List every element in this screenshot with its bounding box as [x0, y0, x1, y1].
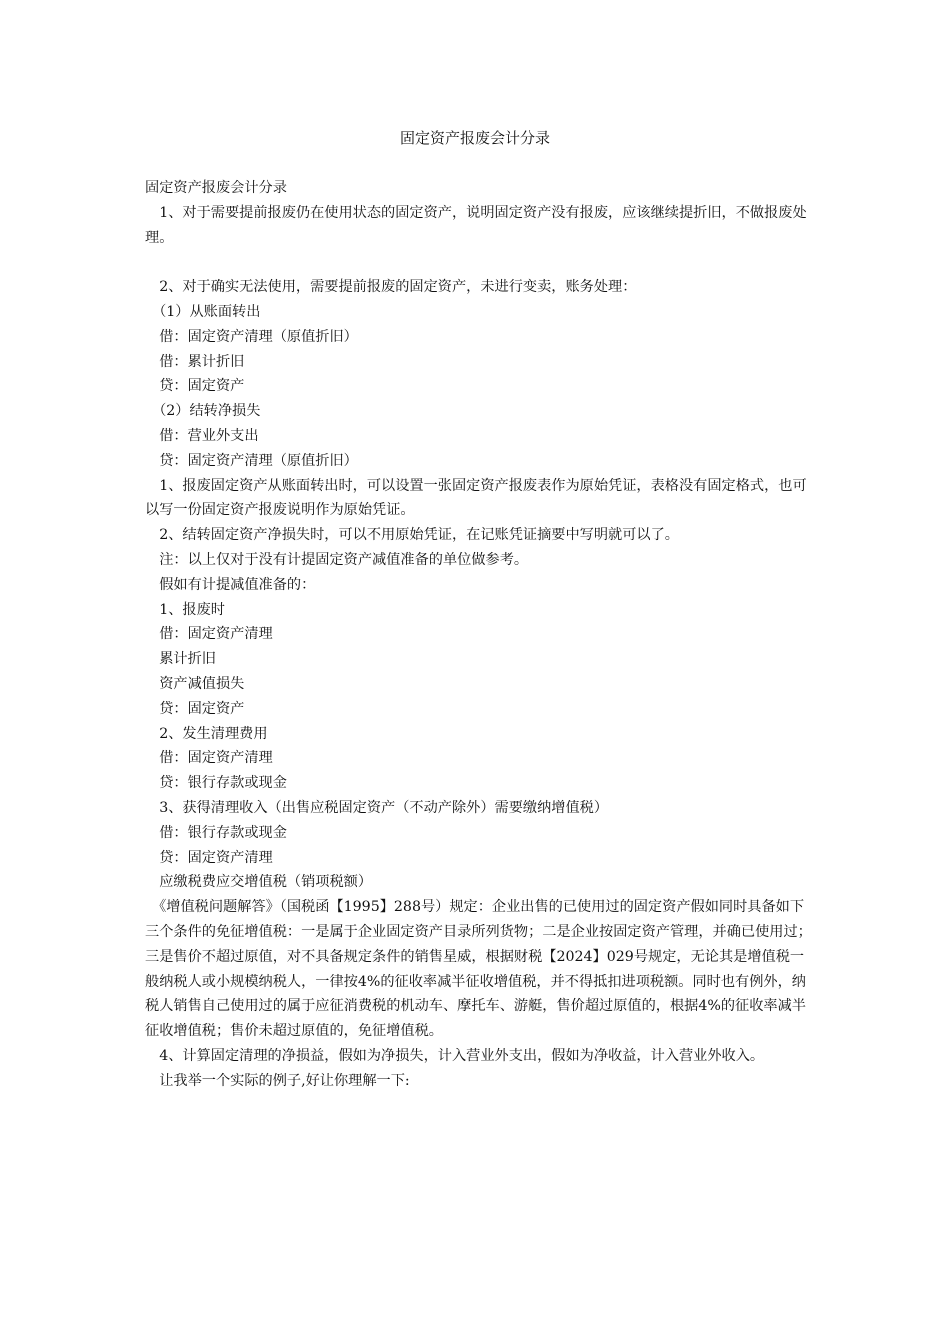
paragraph: 借：营业外支出 [145, 427, 259, 444]
paragraph: 累计折旧 [145, 651, 216, 668]
paragraph: 贷：固定资产 [145, 700, 245, 717]
paragraph: 借：银行存款或现金 [145, 824, 287, 841]
paragraph: 贷：固定资产清理 [145, 849, 273, 866]
paragraph: 借：固定资产清理（原值折旧） [145, 328, 358, 345]
paragraph: 贷：固定资产 [145, 378, 245, 395]
paragraph: （1）从账面转出 [145, 303, 261, 320]
paragraph: 借：累计折旧 [145, 353, 245, 370]
paragraph: 注：以上仅对于没有计提固定资产减值准备的单位做参考。 [145, 551, 529, 568]
paragraph: 贷：固定资产清理（原值折旧） [145, 452, 358, 469]
paragraph: 2、结转固定资产净损失时，可以不用原始凭证，在记账凭证摘要中写明就可以了。 [145, 527, 679, 544]
paragraph: 1、报废固定资产从账面转出时，可以设置一张固定资产报废表作为原始凭证，表格没有固定格式，也可以写一份固定资产报废说明作为原始凭证。 [145, 477, 807, 519]
paragraph: 《增值税问题解答》（国税函【1995】288号）规定：企业出售的已使用过的固定资产假如同时具备如下三个条件的免征增值税：一是属于企业固定资产目录所列货物；二是企业按固定资产管理，并确已使用过；三是售价不超过原值，对不具备规定条件的销售星威，根据财税【2024】029号规定，无论其是增值税一般纳税人或小规模纳税人，一律按4%的征收率减半征收增值税，并不得抵扣进项税额。同时也有例外，纳税人销售自己使用过的属于应征消费税的机动车、摩托车、游艇，售价超过原值的，根据4%的征收率减半征收增值税；售价未超过原值的，免征增值税。 [145, 899, 812, 1040]
paragraph: 假如有计提减值准备的： [145, 576, 316, 593]
paragraph: 让我举一个实际的例子,好让你理解一下: [145, 1072, 410, 1089]
page-title: 固定资产报废会计分录 [399, 129, 550, 147]
document-body [145, 176, 813, 1093]
paragraph: 借：固定资产清理 [145, 750, 273, 767]
paragraph: 1、报废时 [145, 601, 225, 618]
paragraph: 3、获得清理收入（出售应税固定资产（不动产除外）需要缴纳增值税） [145, 799, 609, 816]
paragraph: 贷：银行存款或现金 [145, 775, 287, 792]
paragraph: （2）结转净损失 [145, 403, 261, 420]
paragraph: 2、发生清理费用 [145, 725, 268, 742]
paragraph: 应缴税费应交增值税（销项税额） [145, 874, 373, 891]
paragraph: 4、计算固定清理的净损益，假如为净损失，计入营业外支出，假如为净收益，计入营业外收入。 [145, 1047, 765, 1064]
paragraph: 固定资产报废会计分录 [145, 180, 287, 196]
paragraph: 1、对于需要提前报废仍在使用状态的固定资产，说明固定资产没有报废，应该继续提折旧，不做报废处理。 [145, 204, 807, 246]
paragraph: 借：固定资产清理 [145, 626, 273, 643]
paragraph: 资产减值损失 [145, 675, 245, 692]
blank-line [145, 250, 813, 275]
paragraph: 2、对于确实无法使用，需要提前报废的固定资产，未进行变卖，账务处理： [145, 279, 637, 296]
